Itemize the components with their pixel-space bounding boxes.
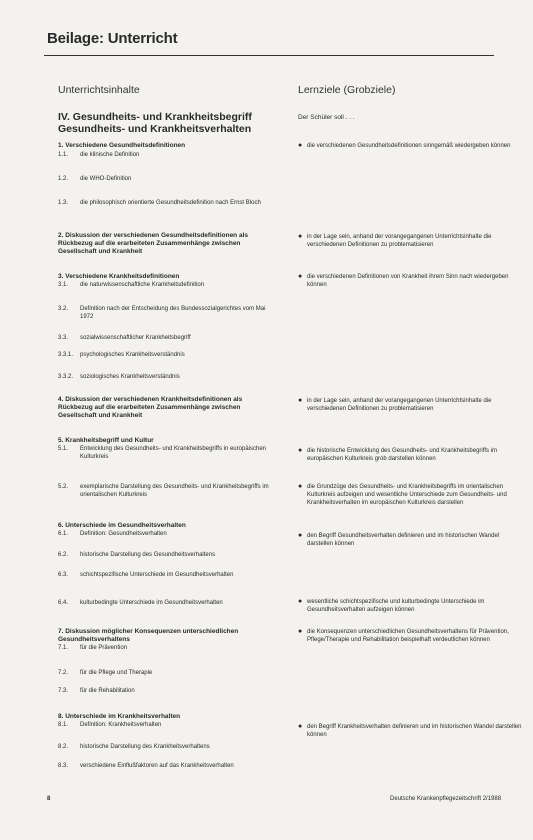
item-text: Entwicklung des Gesundheits- und Krankheitsbegriffs in europäischen Kulturkreis (80, 446, 266, 460)
content-item (58, 334, 278, 342)
learning-goal (298, 598, 526, 614)
item-number: 3.3.1. (58, 352, 74, 358)
item-number: 1.1. (58, 152, 69, 158)
content-item (58, 762, 278, 770)
bullet: ● (298, 273, 303, 280)
item-text: die WHO-Definition (80, 176, 132, 182)
content-block (58, 628, 278, 652)
content-block (58, 273, 278, 289)
learning-goal (298, 723, 526, 739)
item-number: 3.3. (58, 335, 69, 341)
content-block (58, 396, 278, 420)
item-text: für die Prävention (80, 645, 128, 651)
right-column-header: Lernziele (Grobziele) (298, 84, 396, 96)
content-item (58, 373, 278, 381)
content-item (58, 281, 278, 289)
content-item (58, 571, 278, 579)
bullet: ● (298, 397, 303, 404)
item-number: 3.2. (58, 306, 69, 312)
item-text: schichtspezifische Unterschiede im Gesundheitsverhalten (80, 572, 234, 578)
goal-text: die Grundzüge des Gesundheits- und Krankheitsbegriffs im orientalischen Kulturkreis aufzeigen und wesentliche Unterschiede zum Gesundheits- und Krankheitsverhalten im europäischen Kulturkreis darstellen (307, 484, 507, 506)
item-text: die klinische Definition (80, 152, 140, 158)
content-block (58, 599, 278, 607)
left-column-header: Unterrichtsinhalte (58, 84, 140, 96)
content-heading: 1. Verschiedene Gesundheitsdefinitionen (58, 142, 186, 149)
item-text: historische Darstellung des Gesundheitsverhaltens (80, 552, 216, 558)
content-item (58, 199, 278, 207)
content-block (58, 551, 278, 559)
item-number: 1.3. (58, 200, 69, 206)
section-title-line-2: Gesundheits- und Krankheitsverhalten (58, 123, 252, 135)
content-item (58, 305, 278, 321)
item-number: 1.2. (58, 176, 69, 182)
bullet: ● (298, 142, 303, 149)
goals-intro: Der Schüler soll . . . (298, 114, 355, 121)
content-block (58, 334, 278, 342)
content-block (58, 437, 278, 461)
content-item (58, 687, 278, 695)
bullet: ● (298, 447, 303, 454)
content-block (58, 571, 278, 579)
title-rule (44, 55, 494, 56)
item-number: 6.4. (58, 600, 69, 606)
learning-goal (298, 483, 526, 507)
item-number: 8.3. (58, 763, 69, 769)
item-text: für die Rehabilitation (80, 688, 135, 694)
learning-goal (298, 142, 526, 150)
content-item (58, 551, 278, 559)
content-block (58, 483, 278, 499)
item-number: 6.2. (58, 552, 69, 558)
content-heading: 4. Diskussion der verschiedenen Krankheitsdefinitionen als Rückbezug auf die erarbeiteten Zusammenhänge zwischen Gesellschaft und Krankheit (58, 396, 243, 419)
goal-text: in der Lage sein, anhand der vorangegangenen Unterrichtsinhalte die verschiedenen Definitionen zu problematisieren (307, 398, 492, 412)
content-block (58, 232, 278, 256)
learning-goal (298, 447, 526, 463)
bullet: ● (298, 598, 303, 605)
item-text: kulturbedingte Unterschiede im Gesundheitsverhalten (80, 600, 223, 606)
content-block (58, 199, 278, 207)
item-number: 7.2. (58, 670, 69, 676)
bullet: ● (298, 233, 303, 240)
content-block (58, 762, 278, 770)
goal-text: wesentliche schichtspezifische und kulturbedingte Unterschiede im Gesundheitsverhalten aufzeigen können (307, 599, 485, 613)
item-number: 7.3. (58, 688, 69, 694)
goal-text: die historische Entwicklung des Gesundheits- und Krankheitsbegriffs im europäischen Kulturkreis grob darstellen können (307, 448, 497, 462)
content-item (58, 721, 278, 729)
item-number: 3.1. (58, 282, 69, 288)
item-number: 7.1. (58, 645, 69, 651)
content-block (58, 713, 278, 729)
item-number: 5.1. (58, 446, 69, 452)
learning-goal (298, 233, 526, 249)
content-item (58, 743, 278, 751)
section-title-line-1: IV. Gesundheits- und Krankheitsbegriff (58, 111, 252, 123)
bullet: ● (298, 628, 303, 635)
content-heading: 5. Krankheitsbegriff und Kultur (58, 437, 154, 444)
item-text: historische Darstellung des Krankheitsverhaltens (80, 744, 210, 750)
content-heading: 3. Verschiedene Krankheitsdefinitionen (58, 273, 180, 280)
item-text: exemplarische Darstellung des Gesundheits- und Krankheitsbegriffs im orientalischen Kulturkreis (80, 484, 269, 498)
content-block (58, 142, 278, 150)
content-item (58, 669, 278, 677)
item-text: psychologisches Krankheitsverständnis (80, 352, 185, 358)
content-block (58, 669, 278, 677)
content-item (58, 175, 278, 183)
content-heading: 6. Unterschiede im Gesundheitsverhalten (58, 522, 186, 529)
content-block (58, 522, 278, 538)
content-heading: 2. Diskussion der verschiedenen Gesundheitsdefinitionen als Rückbezug auf die erarbeiteten Zusammenhänge zwischen Gesellschaft und Krankheit (58, 232, 248, 255)
goal-text: die verschiedenen Gesundheitsdefinitionen sinngemäß wiedergeben können (307, 143, 511, 149)
goal-text: die Konsequenzen unterschiedlichen Gesundheitsverhaltens für Prävention, Pflege/Therapie und Rehabilitation beispielhaft verdeutlichen können (307, 629, 509, 643)
content-block (58, 151, 278, 159)
page-title: Beilage: Unterricht (47, 30, 178, 47)
content-block (58, 351, 278, 359)
item-text: Definition nach der Entscheidung des Bundessozialgerichtes vom Mai 1972 (80, 306, 266, 320)
page-number: 8 (47, 796, 51, 802)
goal-text: in der Lage sein, anhand der vorangegangenen Unterrichtsinhalte die verschiedenen Definitionen zu problematisieren (307, 234, 492, 248)
content-item (58, 530, 278, 538)
source-line: Deutsche Krankenpflegezeitschrift 2/1988 (390, 796, 502, 802)
content-block (58, 687, 278, 695)
section-title (58, 111, 298, 135)
item-text: Definition: Krankheitsverhalten (80, 722, 162, 728)
goal-text: die verschiedenen Definitionen von Krankheit ihrem Sinn nach wiedergeben können (307, 274, 509, 288)
goal-text: den Begriff Gesundheitsverhalten definieren und im historischen Wandel darstellen können (307, 533, 500, 547)
learning-goal (298, 628, 526, 644)
content-item (58, 445, 278, 461)
goal-text: den Begriff Krankheitsverhalten definieren und im historischen Wandel darstellen können (307, 724, 522, 738)
item-text: Definition: Gesundheitsverhalten (80, 531, 167, 537)
content-heading: 8. Unterschiede im Krankheitsverhalten (58, 713, 181, 720)
item-number: 8.1. (58, 722, 69, 728)
content-block (58, 175, 278, 183)
bullet: ● (298, 483, 303, 490)
item-text: verschiedene Einflußfaktoren auf das Krankheitsverhalten (80, 763, 234, 769)
learning-goal (298, 397, 526, 413)
item-number: 8.2. (58, 744, 69, 750)
learning-goal (298, 273, 526, 289)
item-number: 6.1. (58, 531, 69, 537)
item-number: 3.3.2. (58, 374, 74, 380)
content-block (58, 743, 278, 751)
content-item (58, 644, 278, 652)
item-text: soziologisches Krankheitsverständnis (80, 374, 180, 380)
item-text: die philosophisch orientierte Gesundheitsdefinition nach Ernst Bloch (80, 200, 261, 206)
item-text: für die Pflege und Therapie (80, 670, 153, 676)
item-text: sozialwissenschaftlicher Krankheitsbegriff (80, 335, 191, 341)
content-item (58, 151, 278, 159)
bullet: ● (298, 723, 303, 730)
content-item (58, 351, 278, 359)
content-heading: 7. Diskussion möglicher Konsequenzen unterschiedlichen Gesundheitsverhaltens (58, 628, 239, 643)
content-item (58, 483, 278, 499)
bullet: ● (298, 532, 303, 539)
item-number: 5.2. (58, 484, 69, 490)
content-block (58, 373, 278, 381)
item-number: 6.3. (58, 572, 69, 578)
content-block (58, 305, 278, 321)
content-item (58, 599, 278, 607)
item-text: die naturwissenschaftliche Krankheitsdefinition (80, 282, 205, 288)
learning-goal (298, 532, 526, 548)
